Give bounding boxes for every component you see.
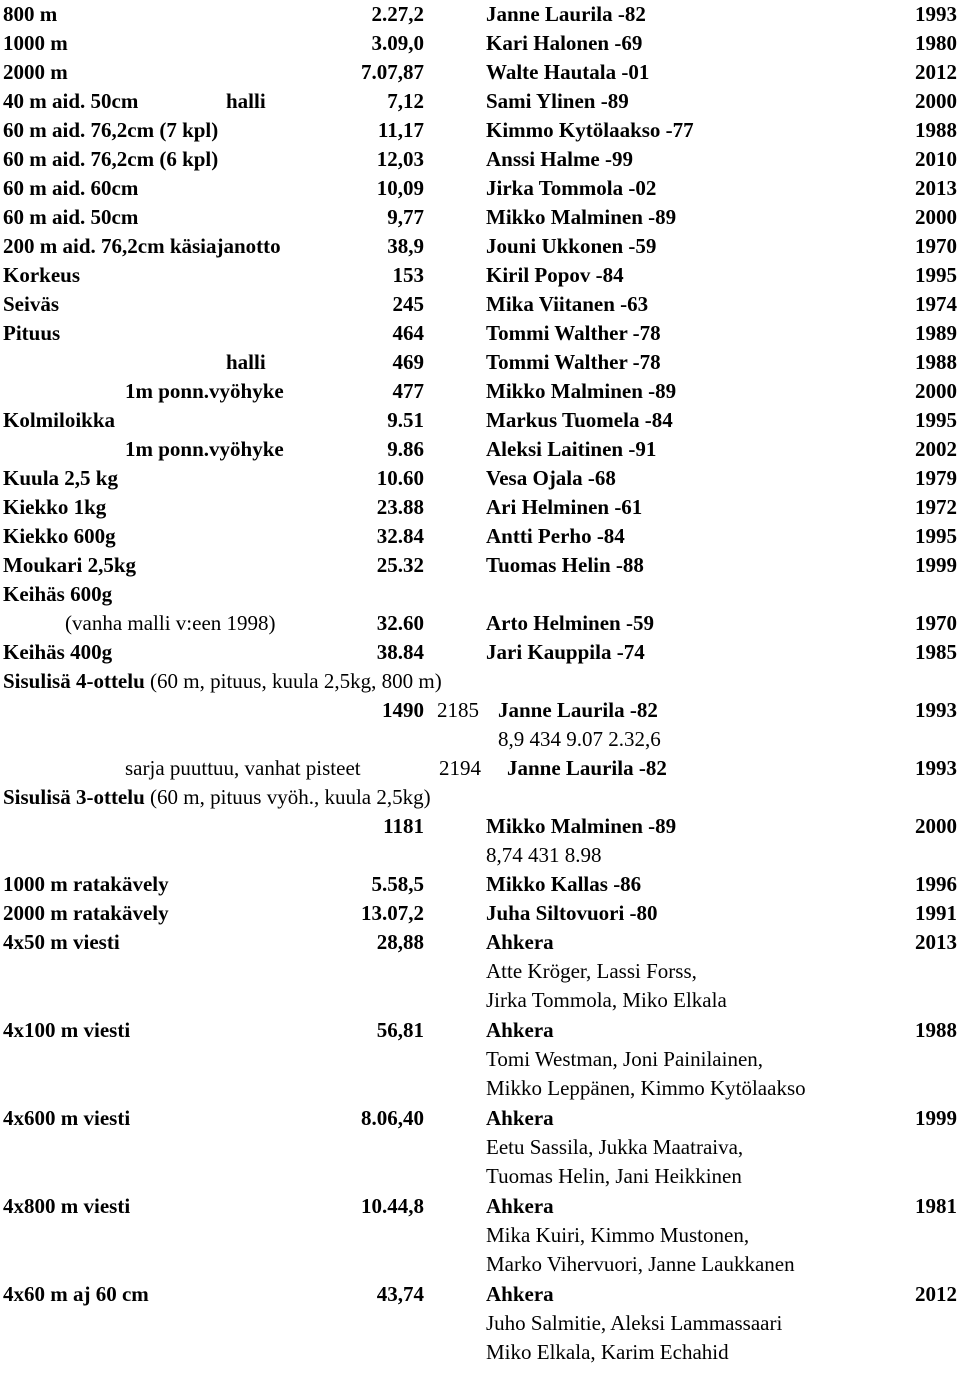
result: 5.58,5: [371, 872, 424, 896]
year: 2000: [915, 379, 957, 403]
event-name: Pituus: [3, 321, 61, 345]
four-event-score-old: 2185: [437, 698, 479, 722]
athlete: Mikko Malminen -89: [486, 379, 677, 403]
four-event-year: 1993: [915, 698, 957, 722]
team: Ahkera: [486, 930, 554, 954]
year: 1995: [915, 408, 957, 432]
result: 56,81: [376, 1018, 424, 1042]
year: 1995: [915, 524, 957, 548]
athlete: Tommi Walther -78: [486, 350, 661, 374]
record-row: [0, 377, 960, 406]
three-event-year: 2000: [915, 814, 957, 838]
year: 1970: [915, 234, 957, 258]
four-event-splits-row: [0, 725, 960, 754]
event-name: Moukari 2,5kg: [3, 553, 137, 577]
year: 1988: [915, 1018, 957, 1042]
record-row: [0, 464, 960, 493]
four-event-heading: [0, 667, 960, 696]
record-row: [0, 609, 960, 638]
year: 2002: [915, 437, 957, 461]
year: 2012: [915, 60, 957, 84]
result: 153: [392, 263, 424, 287]
result: 10.60: [376, 466, 424, 490]
result: 477: [392, 379, 424, 403]
four-event-old-score: 2194: [439, 756, 481, 780]
walk-row: [0, 899, 960, 928]
record-row: [0, 58, 960, 87]
event-name: 4x800 m viesti: [3, 1194, 131, 1218]
year: 2013: [915, 930, 957, 954]
athlete: Jouni Ukkonen -59: [486, 234, 657, 258]
athlete: Anssi Halme -99: [486, 147, 633, 171]
event-note: halli: [226, 89, 266, 113]
year: 2000: [915, 205, 957, 229]
four-event-detail: (60 m, pituus, kuula 2,5kg, 800 m): [150, 669, 442, 693]
relay-row: [0, 1192, 960, 1221]
relay-members: Miko Elkala, Karim Echahid: [486, 1340, 729, 1364]
relay-members-row: [0, 1133, 960, 1162]
year: 2012: [915, 1282, 957, 1306]
relay-members: Mikko Leppänen, Kimmo Kytölaakso: [486, 1076, 806, 1100]
relay-members-row: [0, 1221, 960, 1250]
record-row: [0, 145, 960, 174]
result: 43,74: [376, 1282, 424, 1306]
relay-row: [0, 1104, 960, 1133]
year: 1981: [915, 1194, 957, 1218]
event-name: halli: [226, 350, 266, 374]
four-event-splits: 8,9 434 9.07 2.32,6: [498, 727, 661, 751]
three-event-splits: 8,74 431 8.98: [486, 843, 602, 867]
event-name: Kuula 2,5 kg: [3, 466, 118, 490]
year: 2000: [915, 89, 957, 113]
athlete: Jari Kauppila -74: [486, 640, 645, 664]
year: 1995: [915, 263, 957, 287]
result: 10.44,8: [361, 1194, 424, 1218]
four-event-old-note: sarja puuttuu, vanhat pisteet: [125, 756, 361, 780]
record-row: [0, 232, 960, 261]
relay-members-row: [0, 1338, 960, 1367]
athlete: Kimmo Kytölaakso -77: [486, 118, 694, 142]
event-name: 4x50 m viesti: [3, 930, 120, 954]
event-name: 4x60 m aj 60 cm: [3, 1282, 149, 1306]
result: 38,9: [387, 234, 424, 258]
four-event-row: [0, 696, 960, 725]
result: 32.60: [376, 611, 424, 635]
result: 245: [392, 292, 424, 316]
result: 8.06,40: [361, 1106, 424, 1130]
relay-row: [0, 928, 960, 957]
three-event-athlete: Mikko Malminen -89: [486, 814, 677, 838]
result: 9.51: [387, 408, 424, 432]
athlete: Antti Perho -84: [486, 524, 625, 548]
result: 28,88: [376, 930, 424, 954]
event-name: 1m ponn.vyöhyke: [125, 437, 284, 461]
three-event-splits-row: [0, 841, 960, 870]
event-name: Korkeus: [3, 263, 81, 287]
athlete: Mika Viitanen -63: [486, 292, 649, 316]
year: 1988: [915, 350, 957, 374]
athlete: Kari Halonen -69: [486, 31, 643, 55]
walk-row: [0, 870, 960, 899]
record-row: [0, 580, 960, 609]
athlete: Aleksi Laitinen -91: [486, 437, 657, 461]
event-name: 4x100 m viesti: [3, 1018, 131, 1042]
relay-members-row: [0, 1309, 960, 1338]
relay-members: Atte Kröger, Lassi Forss,: [486, 959, 697, 983]
athlete: Walte Hautala -01: [486, 60, 650, 84]
event-name: 2000 m: [3, 60, 68, 84]
result: 7.07,87: [361, 60, 424, 84]
four-event-old-year: 1993: [915, 756, 957, 780]
year: 2010: [915, 147, 957, 171]
year: 2013: [915, 176, 957, 200]
athlete: Juha Siltovuori -80: [486, 901, 658, 925]
relay-members-row: [0, 1074, 960, 1103]
record-row: [0, 174, 960, 203]
team: Ahkera: [486, 1194, 554, 1218]
relay-members-row: [0, 1045, 960, 1074]
event-name: 60 m aid. 76,2cm (6 kpl): [3, 147, 219, 171]
athlete: Mikko Malminen -89: [486, 205, 677, 229]
event-name: 2000 m ratakävely: [3, 901, 169, 925]
result: 9.86: [387, 437, 424, 461]
relay-row: [0, 1016, 960, 1045]
record-row: [0, 348, 960, 377]
event-name: 200 m aid. 76,2cm käsiajanotto: [3, 234, 281, 258]
event-name: 4x600 m viesti: [3, 1106, 131, 1130]
four-event-old-athlete: Janne Laurila -82: [507, 756, 667, 780]
event-name: 40 m aid. 50cm: [3, 89, 139, 113]
athlete: Sami Ylinen -89: [486, 89, 629, 113]
relay-members: Tuomas Helin, Jani Heikkinen: [486, 1164, 742, 1188]
relay-members-row: [0, 1250, 960, 1279]
event-name: Kiekko 600g: [3, 524, 116, 548]
event-name: Keihäs 400g: [3, 640, 113, 664]
team: Ahkera: [486, 1106, 554, 1130]
athlete: Janne Laurila -82: [486, 2, 646, 26]
four-event-athlete: Janne Laurila -82: [498, 698, 658, 722]
three-event-score: 1181: [383, 814, 424, 838]
athlete: Kiril Popov -84: [486, 263, 624, 287]
athlete: Vesa Ojala -68: [486, 466, 616, 490]
record-row: [0, 29, 960, 58]
athlete: Markus Tuomela -84: [486, 408, 673, 432]
result: 3.09,0: [371, 31, 424, 55]
record-row: [0, 261, 960, 290]
relay-members-row: [0, 986, 960, 1015]
four-event-score-new: 1490: [382, 698, 424, 722]
three-event-title: Sisulisä 3-ottelu: [3, 785, 145, 809]
result: 32.84: [376, 524, 424, 548]
result: 464: [392, 321, 424, 345]
event-name: 60 m aid. 60cm: [3, 176, 139, 200]
athlete: Arto Helminen -59: [486, 611, 654, 635]
record-row: [0, 551, 960, 580]
relay-members-row: [0, 957, 960, 986]
record-row: [0, 116, 960, 145]
result: 7,12: [387, 89, 424, 113]
year: 1985: [915, 640, 957, 664]
relay-members: Jirka Tommola, Miko Elkala: [486, 988, 727, 1012]
result: 9,77: [387, 205, 424, 229]
relay-members: Marko Vihervuori, Janne Laukkanen: [486, 1252, 795, 1276]
event-name: 1000 m ratakävely: [3, 872, 169, 896]
year: 1972: [915, 495, 957, 519]
four-event-old-row: [0, 754, 960, 783]
athlete: Tommi Walther -78: [486, 321, 661, 345]
event-name: Seiväs: [3, 292, 60, 316]
event-name: (vanha malli v:een 1998): [65, 611, 276, 635]
record-row: [0, 0, 960, 29]
year: 1996: [915, 872, 957, 896]
year: 1999: [915, 553, 957, 577]
year: 1988: [915, 118, 957, 142]
event-name: 1000 m: [3, 31, 68, 55]
result: 10,09: [376, 176, 424, 200]
team: Ahkera: [486, 1018, 554, 1042]
result: 25.32: [376, 553, 424, 577]
record-row: [0, 493, 960, 522]
result: 469: [392, 350, 424, 374]
result: 38.84: [376, 640, 424, 664]
year: 1999: [915, 1106, 957, 1130]
event-name: 60 m aid. 50cm: [3, 205, 139, 229]
three-event-row: [0, 812, 960, 841]
result: 23.88: [376, 495, 424, 519]
athlete: Ari Helminen -61: [486, 495, 643, 519]
athlete: Jirka Tommola -02: [486, 176, 657, 200]
relay-members-row: [0, 1162, 960, 1191]
team: Ahkera: [486, 1282, 554, 1306]
four-event-title: Sisulisä 4-ottelu: [3, 669, 145, 693]
relay-members: Juho Salmitie, Aleksi Lammassaari: [486, 1311, 783, 1335]
event-name: 800 m: [3, 2, 58, 26]
year: 1991: [915, 901, 957, 925]
year: 1979: [915, 466, 957, 490]
record-row: [0, 319, 960, 348]
year: 1970: [915, 611, 957, 635]
event-name: 60 m aid. 76,2cm (7 kpl): [3, 118, 219, 142]
three-event-heading: [0, 783, 960, 812]
record-row: [0, 638, 960, 667]
result: 13.07,2: [361, 901, 424, 925]
record-row: [0, 522, 960, 551]
relay-members: Tomi Westman, Joni Painilainen,: [486, 1047, 764, 1071]
athlete: Tuomas Helin -88: [486, 553, 644, 577]
event-name: Kiekko 1kg: [3, 495, 107, 519]
result: 2.27,2: [371, 2, 424, 26]
year: 1989: [915, 321, 957, 345]
record-row: [0, 435, 960, 464]
year: 1974: [915, 292, 957, 316]
year: 1980: [915, 31, 957, 55]
event-name: Kolmiloikka: [3, 408, 116, 432]
three-event-detail: (60 m, pituus vyöh., kuula 2,5kg): [150, 785, 431, 809]
year: 1993: [915, 2, 957, 26]
record-row: [0, 406, 960, 435]
record-row: [0, 290, 960, 319]
event-name: 1m ponn.vyöhyke: [125, 379, 284, 403]
relay-members: Eetu Sassila, Jukka Maatraiva,: [486, 1135, 744, 1159]
athlete: Mikko Kallas -86: [486, 872, 642, 896]
relay-row: [0, 1280, 960, 1309]
event-name: Keihäs 600g: [3, 582, 113, 606]
result: 12,03: [376, 147, 424, 171]
record-row: [0, 87, 960, 116]
relay-members: Mika Kuiri, Kimmo Mustonen,: [486, 1223, 750, 1247]
record-row: [0, 203, 960, 232]
result: 11,17: [377, 118, 424, 142]
